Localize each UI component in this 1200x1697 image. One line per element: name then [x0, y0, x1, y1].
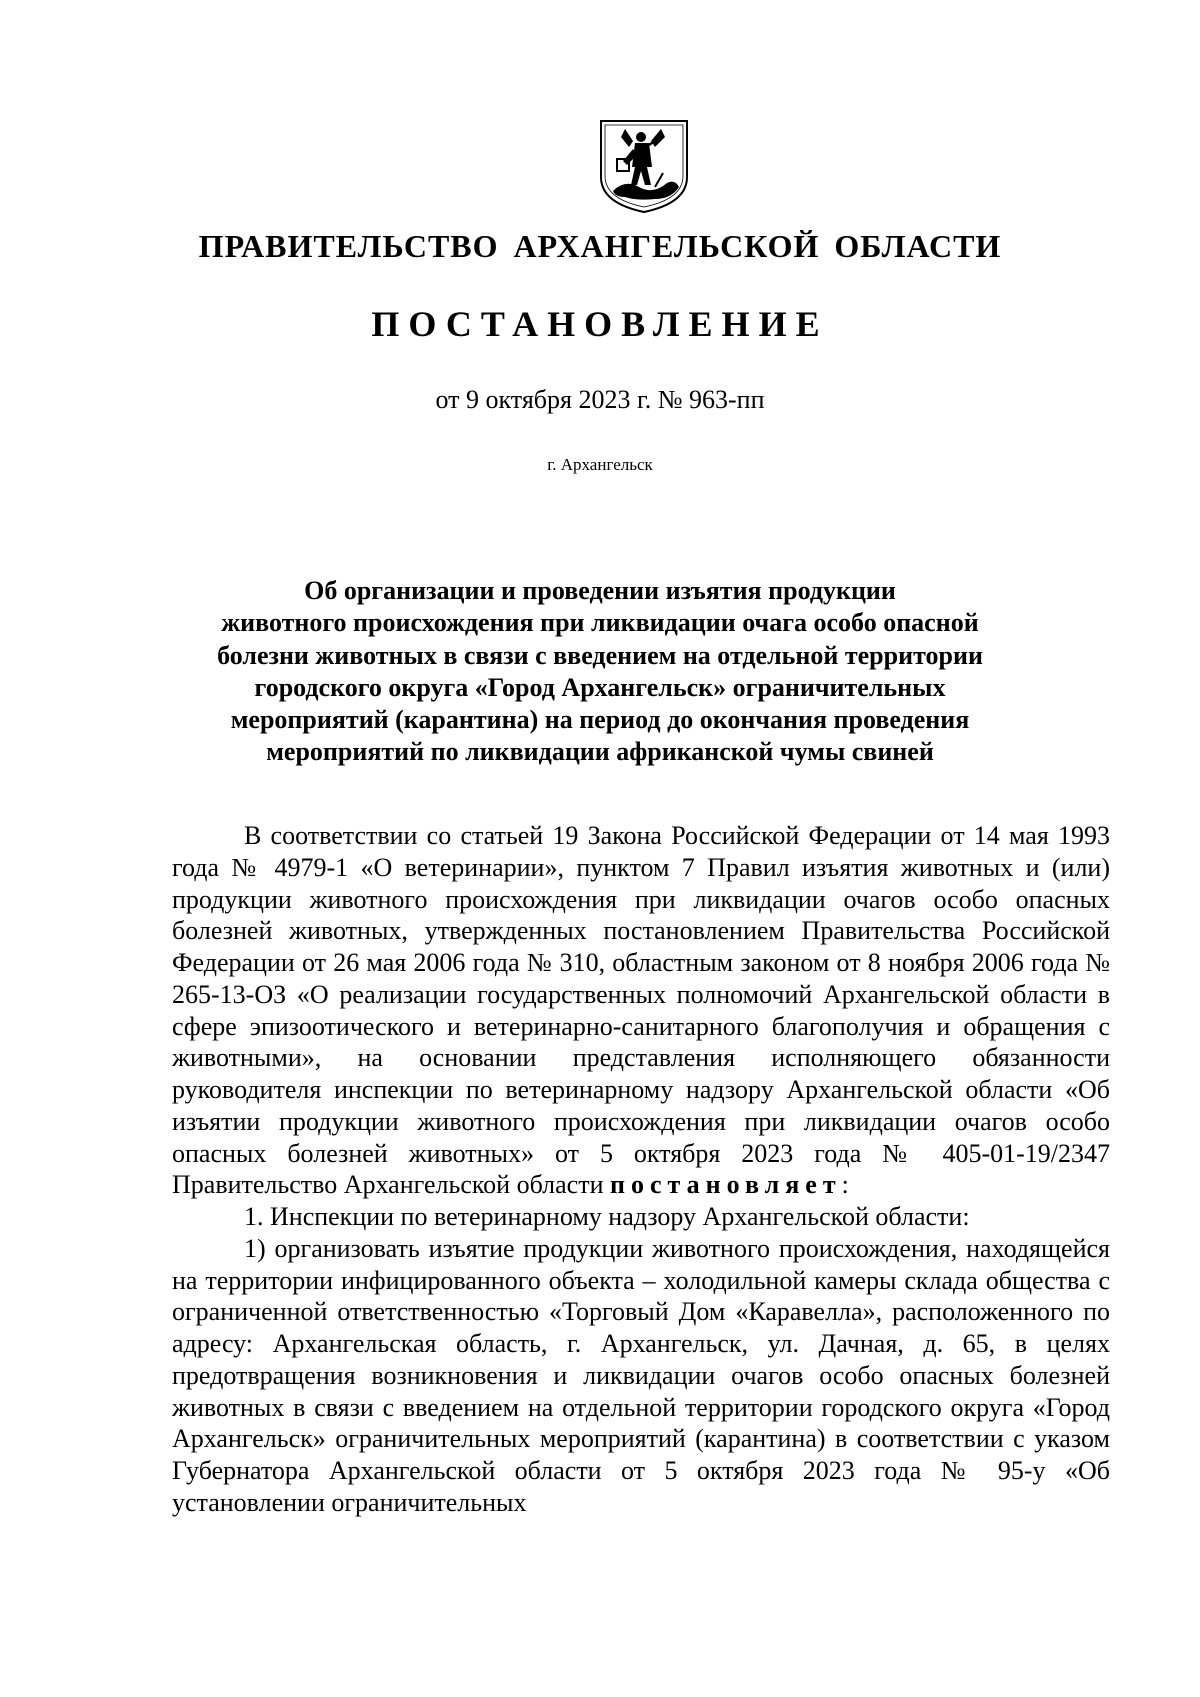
subject-line: мероприятий (карантина) на период до окончания проведения [230, 705, 970, 735]
subject-line: животного происхождения при ликвидации очага особо опасной [221, 608, 979, 638]
document-date-number: от 9 октября 2023 г. № 963-пп [435, 385, 765, 414]
document-subject [150, 575, 1050, 769]
document-type: ПОСТАНОВЛЕНИЕ [371, 304, 829, 344]
subject-line: болезни животных в связи с введением на отдельной территории [217, 640, 983, 670]
item-1-paragraph: 1. Инспекции по ветеринарному надзору Архангельской области: [244, 1202, 970, 1231]
preamble-text: В соответствии со статьей 19 Закона Российской Федерации от 14 мая 1993 года № 4979-1 «О ветеринарии», пунктом 7 Правил изъятия животных и (или) продукции животного происхождения при ликвидации очагов особо опасных болезней животных, утвержденных постановлением Правительства Российской Федерации от 26 мая 2006 года № 310, областным законом от 8 ноября 2006 года № 265-13-ОЗ «О реализации государственных полномочий Архангельской области в сфере эпизоотического и ветеринарно-санитарного благополучия и обращения с животными», на основании представления исполняющего обязанности руководителя инспекции по ветеринарному надзору Архангельской области «Об изъятии продукции животного происхождения при ликвидации очагов особо опасных болезней животных» от 5 октября 2023 года № 405-01-19/2347 Правительство Архангельской области [172, 821, 1110, 1200]
subject-line: мероприятий по ликвидации африканской чумы свиней [266, 737, 934, 767]
document-city: г. Архангельск [547, 455, 653, 474]
coat-of-arms-icon [595, 115, 693, 215]
subject-line: Об организации и проведении изъятия продукции [304, 576, 896, 605]
decree-word: постановляет [610, 1170, 842, 1200]
item-1-1-paragraph: 1) организовать изъятие продукции животного происхождения, находящейся на территории инфицированного объекта – холодильной камеры склада общества с ограниченной ответственностью «Торговый Дом «Каравелла», расположенного по адресу: Архангельская область, г. Архангельск, ул. Дачная, д. 65, в целях предотвращения возникновения и ликвидации очагов особо опасных болезней животных в связи с введением на отдельной территории городского округа «Город Архангельск» ограничительных мероприятий (карантина) в соответствии с указом Губернатора Архангельской области от 5 октября 2023 года № 95-у «Об установлении ограничительных [172, 1233, 1110, 1517]
decree-colon: : [841, 1170, 849, 1200]
government-title: ПРАВИТЕЛЬСТВО АРХАНГЕЛЬСКОЙ ОБЛАСТИ [198, 228, 1002, 264]
subject-line: городского округа «Город Архангельск» ограничительных [254, 672, 946, 702]
document-body [172, 820, 1110, 1519]
preamble-paragraph [172, 820, 1110, 1201]
